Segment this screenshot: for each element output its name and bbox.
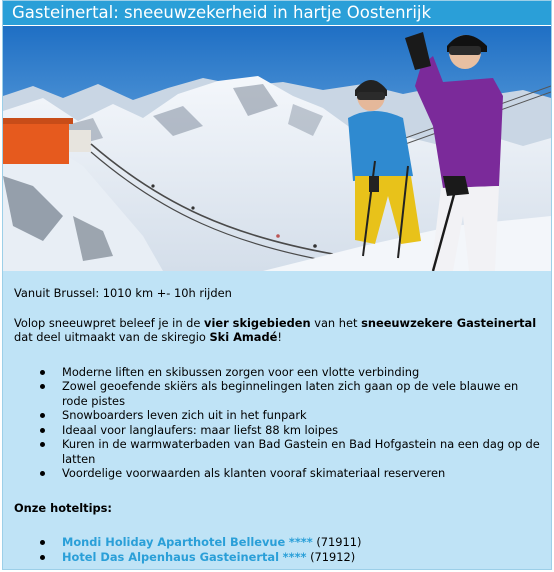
hotel-tips-heading: Onze hoteltips: bbox=[14, 500, 112, 515]
hotel-code: (71912) bbox=[310, 549, 356, 564]
intro-bold-valley: sneeuwzekere Gasteinertal bbox=[361, 315, 537, 330]
title-bar bbox=[3, 1, 551, 26]
hotel-list bbox=[14, 535, 544, 564]
list-item: Ideaal voor langlaufers: maar liefst 88 km loipes bbox=[14, 423, 544, 438]
list-item: Snowboarders leven zich uit in het funpark bbox=[14, 408, 544, 423]
list-item: Zowel geoefende skiërs als beginnelingen laten zich gaan op de vele blauwe en rode pistes bbox=[14, 379, 544, 408]
list-item: Voordelige voorwaarden als klanten vooraf skimateriaal reserveren bbox=[14, 466, 544, 481]
intro-text-1: Volop sneeuwpret beleef je in de bbox=[14, 315, 205, 330]
article-body bbox=[14, 286, 544, 564]
hotel-link-bellevue[interactable]: Mondi Holiday Aparthotel Bellevue bbox=[62, 535, 286, 549]
star-rating: **** bbox=[288, 535, 313, 549]
hotel-item bbox=[14, 550, 544, 565]
hotel-code: (71911) bbox=[316, 535, 362, 549]
intro-bold-region: Ski Amadé bbox=[209, 330, 278, 344]
intro-text-3: dat deel uitmaakt van de skiregio bbox=[14, 330, 210, 344]
intro-paragraph bbox=[14, 316, 544, 345]
list-item: Moderne liften en skibussen zorgen voor een vlotte verbinding bbox=[14, 365, 544, 380]
intro-text-4: ! bbox=[277, 330, 282, 344]
hotel-item bbox=[14, 535, 544, 550]
hero-image bbox=[3, 26, 551, 271]
page-title: Gasteinertal: sneeuwzekerheid in hartje Oostenrijk bbox=[12, 3, 432, 22]
intro-bold-ski-areas: vier skigebieden bbox=[204, 315, 311, 330]
content-panel bbox=[2, 0, 552, 570]
feature-list bbox=[14, 365, 544, 481]
list-item: Kuren in de warmwaterbaden van Bad Gastein en Bad Hofgastein na een dag op de latten bbox=[14, 437, 544, 466]
star-rating: **** bbox=[282, 549, 307, 564]
hotel-link-alpenhaus[interactable]: Hotel Das Alpenhaus Gasteinertal bbox=[62, 549, 280, 564]
intro-text-2: van het bbox=[310, 315, 362, 330]
distance-text: Vanuit Brussel: 1010 km +- 10h rijden bbox=[14, 286, 232, 300]
